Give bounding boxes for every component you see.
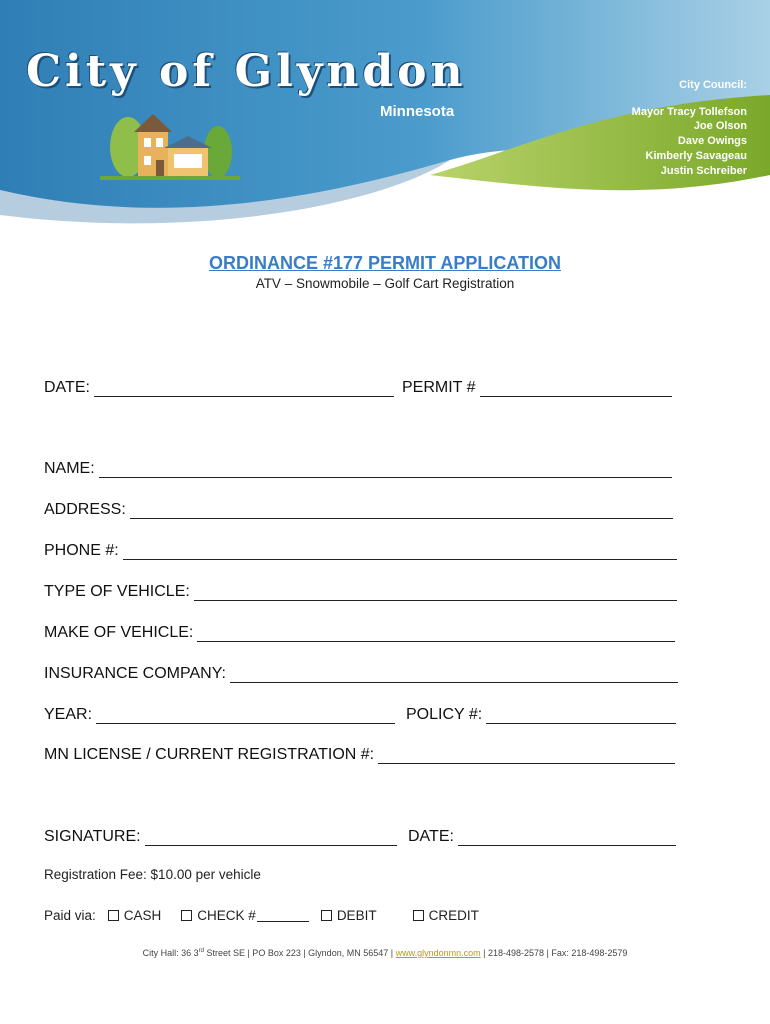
check-option[interactable] [181, 908, 309, 923]
signature-line[interactable] [145, 831, 397, 846]
year-line[interactable] [96, 709, 395, 724]
check-label: CHECK # [197, 908, 256, 923]
city-name-logo: City of Glyndon [26, 46, 467, 97]
year-label: YEAR: [44, 706, 93, 723]
website-link[interactable]: www.glyndonmn.com [395, 948, 481, 958]
phone-line[interactable] [123, 545, 677, 560]
date-label: DATE: [44, 379, 90, 396]
address-line[interactable] [130, 504, 673, 519]
address-field[interactable] [44, 499, 673, 519]
phone-field[interactable] [44, 540, 677, 560]
paid-via-label: Paid via: [44, 908, 96, 923]
registration-fee: Registration Fee: $10.00 per vehicle [44, 867, 261, 882]
name-label: NAME: [44, 460, 95, 477]
debit-checkbox[interactable] [321, 910, 332, 921]
footer-contact [0, 948, 770, 958]
name-field[interactable] [44, 458, 672, 478]
permit-label: PERMIT # [402, 379, 476, 396]
name-line[interactable] [99, 463, 672, 478]
vehicle-type-line[interactable] [194, 586, 677, 601]
letterhead-banner [0, 0, 770, 230]
permit-line[interactable] [480, 382, 673, 397]
footer-address-a: City Hall: 36 3 [142, 948, 199, 958]
payment-methods [44, 908, 479, 923]
footer-address-sup: rd [198, 948, 204, 954]
address-label: ADDRESS: [44, 501, 126, 518]
check-number-line[interactable] [257, 909, 309, 922]
vehicle-make-field[interactable] [44, 622, 675, 642]
vehicle-type-field[interactable] [44, 581, 677, 601]
cash-option[interactable] [108, 908, 162, 923]
policy-field[interactable] [406, 704, 676, 724]
debit-option[interactable] [321, 908, 377, 923]
year-field[interactable] [44, 704, 395, 724]
house-illustration [100, 112, 240, 182]
license-field[interactable] [44, 744, 675, 764]
signature-date-line[interactable] [458, 831, 676, 846]
vehicle-type-label: TYPE OF VEHICLE: [44, 583, 190, 600]
form-subtitle: ATV – Snowmobile – Golf Cart Registration [255, 276, 515, 291]
vehicle-make-line[interactable] [197, 627, 675, 642]
permit-field[interactable] [402, 377, 672, 397]
signature-label: SIGNATURE: [44, 828, 141, 845]
signature-date-field[interactable] [408, 826, 676, 846]
council-member: Dave Owings [677, 135, 747, 148]
insurance-field[interactable] [44, 663, 678, 683]
license-line[interactable] [378, 749, 675, 764]
phone-label: PHONE #: [44, 542, 119, 559]
cash-checkbox[interactable] [108, 910, 119, 921]
credit-option[interactable] [413, 908, 479, 923]
insurance-label: INSURANCE COMPANY: [44, 665, 226, 682]
council-member: Justin Schreiber [660, 164, 747, 177]
license-label: MN LICENSE / CURRENT REGISTRATION #: [44, 746, 375, 763]
date-line[interactable] [94, 382, 394, 397]
state-name: Minnesota [380, 103, 455, 120]
credit-label: CREDIT [428, 908, 479, 923]
vehicle-make-label: MAKE OF VEHICLE: [44, 624, 194, 641]
council-member: Joe Olson [693, 120, 747, 133]
cash-label: CASH [123, 908, 162, 923]
date-field[interactable] [44, 377, 394, 397]
check-checkbox[interactable] [181, 910, 192, 921]
signature-field[interactable] [44, 826, 397, 846]
city-council-list [632, 78, 747, 178]
insurance-line[interactable] [230, 668, 678, 683]
policy-label: POLICY #: [406, 706, 483, 723]
credit-checkbox[interactable] [413, 910, 424, 921]
council-title: City Council: [679, 79, 747, 91]
debit-label: DEBIT [336, 908, 377, 923]
signature-date-label: DATE: [408, 828, 454, 845]
footer-address-b: Street SE | PO Box 223 | Glyndon, MN 56547 | [203, 948, 396, 958]
policy-line[interactable] [486, 709, 676, 724]
footer-phones: | 218-498-2578 | Fax: 218-498-2579 [480, 948, 628, 958]
council-member: Mayor Tracy Tollefson [631, 105, 747, 118]
council-member: Kimberly Savageau [645, 149, 747, 162]
form-title: ORDINANCE #177 PERMIT APPLICATION [208, 253, 562, 273]
